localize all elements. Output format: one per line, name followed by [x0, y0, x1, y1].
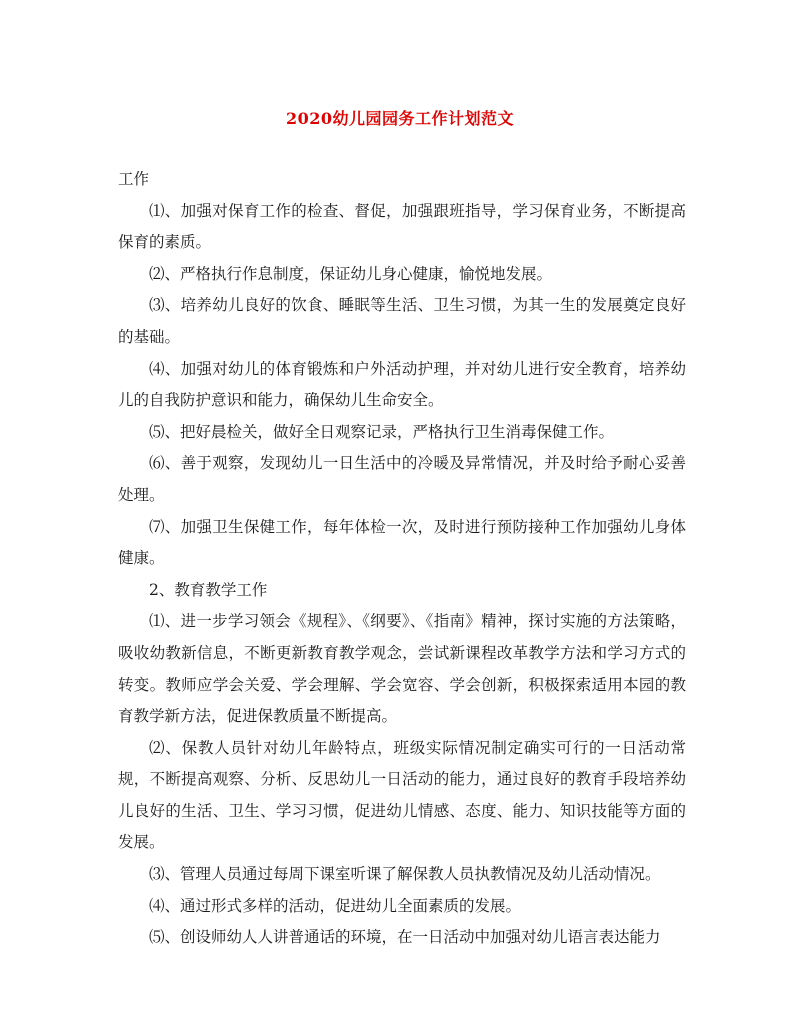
paragraph-7: ⑺、加强卫生保健工作，每年体检一次，及时进行预防接种工作加强幼儿身体健康。	[118, 517, 686, 568]
paragraph-9: ⑴、进一步学习领会《规程》、《纲要》、《指南》精神，探讨实施的方法策略，吸收幼教新信息，不断更新教育教学观念，尝试新课程改革教学方法和学习方式的转变。教师应学会关爱、学会理解、学会宽容、学会创新，积极探索适用本园的教育教学新方法，促进保教质量不断提高。	[118, 612, 686, 726]
paragraph-0: 工作	[118, 170, 150, 188]
paragraph-1: ⑴、加强对保育工作的检查、督促，加强跟班指导，学习保育业务，不断提高保育的素质。	[118, 201, 686, 252]
paragraph-4: ⑷、加强对幼儿的体育锻炼和户外活动护理，并对幼儿进行安全教育，培养幼儿的自我防护意识和能力，确保幼儿生命安全。	[118, 359, 686, 410]
section-heading-education: 2、教育教学工作	[149, 580, 268, 599]
paragraph-6: ⑹、善于观察，发现幼儿一日生活中的冷暖及异常情况，并及时给予耐心妥善处理。	[118, 454, 686, 504]
paragraph-12: ⑷、通过形式多样的活动，促进幼儿全面素质的发展。	[149, 896, 522, 915]
document-body	[118, 164, 686, 954]
paragraph-3: ⑶、培养幼儿良好的饮食、睡眠等生活、卫生习惯，为其一生的发展奠定良好的基础。	[118, 296, 686, 346]
paragraph-11: ⑶、管理人员通过每周下课室听课了解保教人员执教情况及幼儿活动情况。	[149, 865, 661, 884]
document-title: 2020幼儿园园务工作计划范文	[285, 109, 515, 128]
paragraph-10: ⑵、保教人员针对幼儿年龄特点，班级实际情况制定确实可行的一日活动常规，不断提高观察、分析、反思幼儿一日活动的能力，通过良好的教育手段培养幼儿良好的生活、卫生、学习习惯，促进幼儿情感、态度、能力、知识技能等方面的发展。	[118, 738, 686, 852]
paragraph-13: ⑸、创设师幼人人讲普通话的环境，在一日活动中加强对幼儿语言表达能力	[149, 928, 661, 947]
paragraph-5: ⑸、把好晨检关，做好全日观察记录，严格执行卫生消毒保健工作。	[149, 422, 615, 441]
paragraph-2: ⑵、严格执行作息制度，保证幼儿身心健康，愉悦地发展。	[149, 264, 553, 283]
